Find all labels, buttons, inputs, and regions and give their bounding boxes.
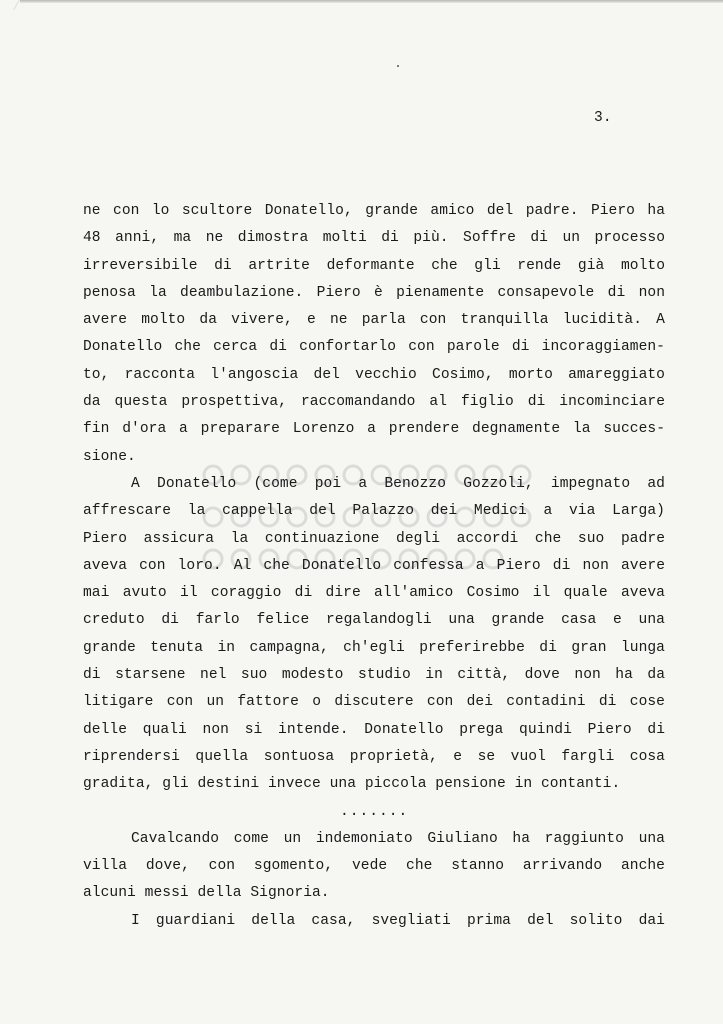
text-line: gradita, gli destini invece una piccola pensione in contanti. bbox=[83, 776, 621, 793]
text-line: sione. bbox=[83, 448, 136, 465]
page-corner-fold bbox=[13, 0, 40, 10]
text-line: ne con lo scultore Donatello, grande amico del padre. Piero ha bbox=[83, 203, 665, 219]
text-line: penosa la deambulazione. Piero è pienamente consapevole di non bbox=[83, 284, 665, 301]
text-line: to, racconta l'angoscia del vecchio Cosimo, morto amareggiato bbox=[83, 366, 665, 383]
text-line: delle quali non si intende. Donatello prega quindi Piero di bbox=[83, 721, 665, 738]
text-line: di starsene nel suo modesto studio in città, dove non ha da bbox=[83, 667, 665, 684]
page-top-edge bbox=[20, 0, 723, 3]
paper-speck bbox=[397, 65, 399, 67]
text-line: A Donatello (come poi a Benozzo Gozzoli, impegnato ad bbox=[131, 475, 665, 492]
text-line: Cavalcando come un indemoniato Giuliano ha raggiunto una bbox=[131, 830, 665, 847]
section-separator: ....... bbox=[340, 803, 409, 820]
text-line: Donatello che cerca di confortarlo con parole di incoraggiamen- bbox=[83, 339, 665, 356]
text-line: avere molto da vivere, e ne parla con tranquilla lucidità. A bbox=[83, 312, 665, 329]
text-line: villa dove, con sgomento, vede che stanno arrivando anche bbox=[83, 858, 665, 875]
text-line: litigare con un fattore o discutere con dei contadini di cose bbox=[83, 694, 665, 711]
text-line: I guardiani della casa, svegliati prima del solito dai bbox=[131, 912, 665, 929]
document-body bbox=[83, 198, 665, 935]
text-line: irreversibile di artrite deformante che gli rende già molto bbox=[83, 257, 665, 274]
text-line: affrescare la cappella del Palazzo dei Medici a via Larga) bbox=[83, 503, 665, 520]
text-line: fin d'ora a preparare Lorenzo a prendere degnamente la succes- bbox=[83, 421, 665, 438]
text-line: da questa prospettiva, raccomandando al figlio di incominciare bbox=[83, 394, 665, 411]
text-line: mai avuto il coraggio di dire all'amico Cosimo il quale aveva bbox=[83, 585, 665, 602]
text-line: creduto di farlo felice regalandogli una grande casa e una bbox=[83, 612, 665, 629]
text-line: 48 anni, ma ne dimostra molti di più. Soffre di un processo bbox=[83, 230, 665, 247]
text-line: aveva con loro. Al che Donatello confessa a Piero di non avere bbox=[83, 557, 665, 574]
page-number: 3. bbox=[594, 110, 612, 126]
text-line: alcuni messi della Signoria. bbox=[83, 885, 330, 902]
text-line: Piero assicura la continuazione degli accordi che suo padre bbox=[83, 530, 665, 547]
text-line: riprendersi quella sontuosa proprietà, e se vuol fargli cosa bbox=[83, 748, 665, 765]
text-line: grande tenuta in campagna, ch'egli preferirebbe di gran lunga bbox=[83, 639, 665, 656]
